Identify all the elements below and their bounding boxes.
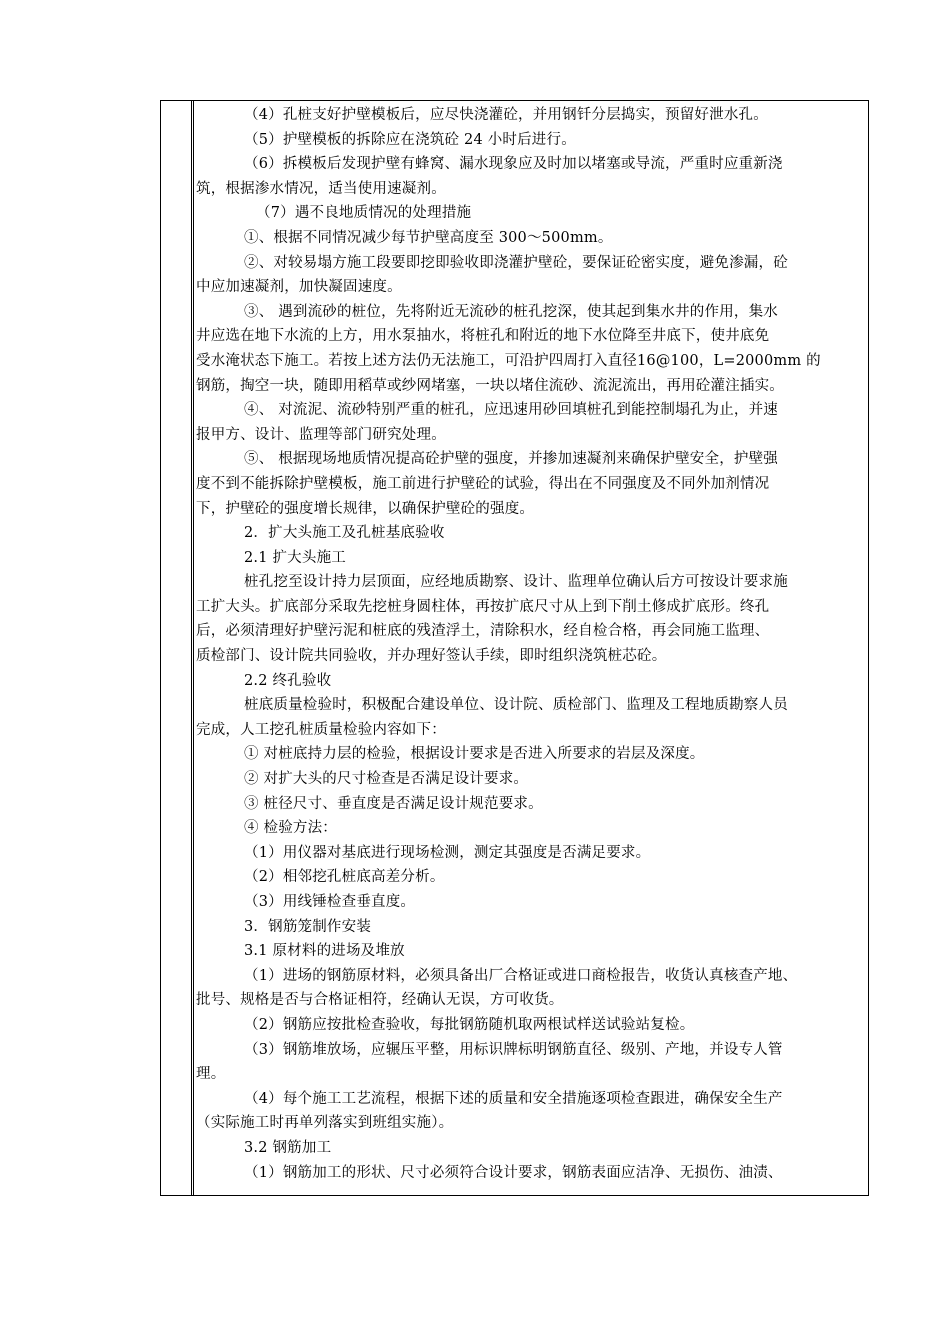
text-line: （4）孔桩支好护壁模板后，应尽快浇灌砼，并用钢钎分层捣实，预留好泄水孔。 bbox=[244, 107, 768, 123]
text-line: 2.2 终孔验收 bbox=[244, 672, 332, 689]
text-line: （3）钢筋堆放场，应辗压平整，用标识牌标明钢筋直径、级别、产地，并设专人管 bbox=[244, 1041, 783, 1058]
text-line: 受水淹状态下施工。若按上述方法仍无法施工，可沿护四周打入直径16@100，L=2000mm 的 bbox=[196, 352, 821, 369]
text-line: 完成，人工挖孔桩质量检验内容如下： bbox=[196, 721, 446, 738]
text-line: （7）遇不良地质情况的处理措施 bbox=[256, 205, 472, 222]
text-line: 3．钢筋笼制作安装 bbox=[244, 918, 372, 935]
text-line: 钢筋，掏空一块，随即用稻草或纱网堵塞，一块以堵住流砂、流泥流出，再用砼灌注插实。 bbox=[196, 377, 784, 394]
text-line: 井应选在地下水流的上方，用水泵抽水，将桩孔和附近的地下水位降至井底下，使井底免 bbox=[196, 328, 770, 345]
text-line: 理。 bbox=[196, 1066, 226, 1083]
text-line: ③ 桩径尺寸、垂直度是否满足设计规范要求。 bbox=[244, 795, 543, 812]
text-line: 质检部门、设计院共同验收，并办理好签认手续，即时组织浇筑桩芯砼。 bbox=[196, 648, 667, 665]
document-table bbox=[160, 100, 869, 1196]
text-line: ④、 对流泥、流砂特别严重的桩孔，应迅速用砂回填桩孔到能控制塌孔为止，并速 bbox=[244, 402, 779, 419]
text-line: 工扩大头。扩底部分采取先挖桩身圆柱体，再按扩底尺寸从上到下削土修成扩底形。终孔 bbox=[196, 598, 770, 615]
text-line: ② 对扩大头的尺寸检查是否满足设计要求。 bbox=[244, 771, 529, 788]
text-line: 中应加速凝剂，加快凝固速度。 bbox=[196, 279, 402, 296]
text-line: 度不到不能拆除护壁模板，施工前进行护壁砼的试验，得出在不同强度及不同外加剂情况 bbox=[196, 475, 770, 492]
table-column-left bbox=[161, 101, 192, 1195]
text-line: 下，护壁砼的强度增长规律，以确保护壁砼的强度。 bbox=[196, 500, 535, 517]
text-line: （实际施工时再单列落实到班组实施）。 bbox=[196, 1115, 454, 1132]
text-line: （3）用线锤检查垂直度。 bbox=[244, 894, 416, 910]
text-line: 后，必须清理好护壁污泥和桩底的残渣浮土，清除积水，经自检合格，再会同施工监理、 bbox=[196, 623, 770, 640]
text-line: ④ 检验方法： bbox=[244, 820, 338, 837]
text-line: 桩孔挖至设计持力层顶面，应经地质勘察、设计、监理单位确认后方可按设计要求施 bbox=[244, 574, 788, 591]
text-line: ① 对桩底持力层的检验，根据设计要求是否进入所要求的岩层及深度。 bbox=[244, 746, 705, 763]
text-line: ②、对较易塌方施工段要即挖即验收即浇灌护壁砼，要保证砼密实度，避免渗漏，砼 bbox=[244, 254, 788, 271]
text-line: 3.2 钢筋加工 bbox=[244, 1139, 332, 1156]
text-line: 桩底质量检验时，积极配合建设单位、设计院、质检部门、监理及工程地质勘察人员 bbox=[244, 697, 788, 714]
text-line: （4）每个施工工艺流程，根据下述的质量和安全措施逐项检查跟进，确保安全生产 bbox=[244, 1090, 783, 1107]
text-line: （1）进场的钢筋原材料，必须具备出厂合格证或进口商检报告，收货认真核查产地、 bbox=[244, 967, 798, 984]
text-line: 报甲方、设计、监理等部门研究处理。 bbox=[196, 426, 446, 443]
text-line: （1）用仪器对基底进行现场检测，测定其强度是否满足要求。 bbox=[244, 844, 651, 861]
text-line: ⑤、 根据现场地质情况提高砼护壁的强度，并掺加速凝剂来确保护壁安全，护壁强 bbox=[244, 451, 779, 468]
text-line: 3.1 原材料的进场及堆放 bbox=[244, 943, 405, 960]
text-line: （1）钢筋加工的形状、尺寸必须符合设计要求，钢筋表面应洁净、无损伤、油渍、 bbox=[244, 1164, 783, 1181]
text-line: 2．扩大头施工及孔桩基底验收 bbox=[244, 525, 445, 542]
text-line: （2）相邻挖孔桩底高差分析。 bbox=[244, 869, 445, 886]
text-line: 2.1 扩大头施工 bbox=[244, 549, 346, 566]
text-line: 批号、规格是否与合格证相符，经确认无误，方可收货。 bbox=[196, 992, 564, 1009]
text-line: （2）钢筋应按批检查验收，每批钢筋随机取两根试样送试验站复检。 bbox=[244, 1016, 695, 1033]
text-line: 筑，根据渗水情况，适当使用速凝剂。 bbox=[196, 180, 446, 197]
text-line: ③、 遇到流砂的桩位，先将附近无流砂的桩孔挖深，使其起到集水井的作用，集水 bbox=[244, 303, 779, 320]
text-line: （6）拆模板后发现护壁有蜂窝、漏水现象应及时加以堵塞或导流，严重时应重新浇 bbox=[244, 156, 783, 173]
text-line: ①、根据不同情况减少每节护壁高度至 300～500mm。 bbox=[244, 229, 613, 246]
table-content-cell bbox=[194, 103, 868, 1195]
text-line: （5）护壁模板的拆除应在浇筑砼 24 小时后进行。 bbox=[244, 131, 576, 148]
